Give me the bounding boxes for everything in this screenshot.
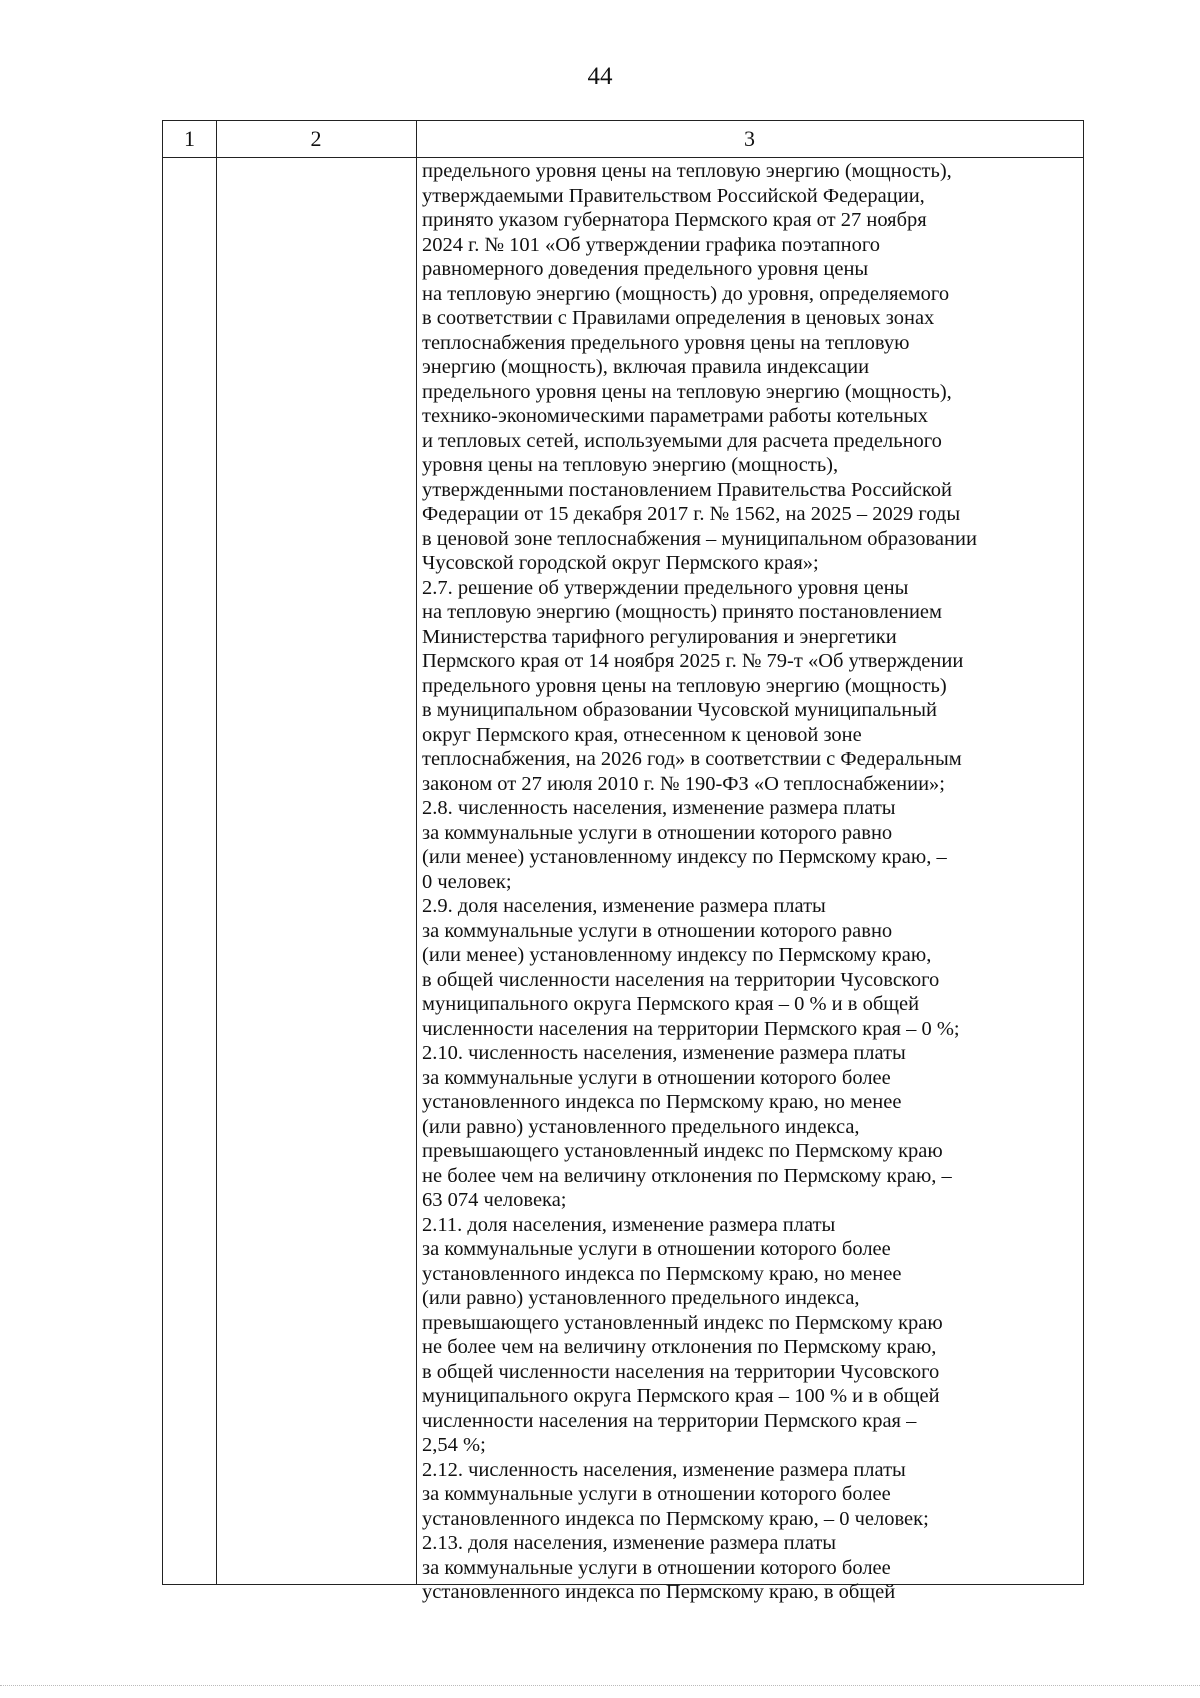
text-line: в муниципальном образовании Чусовской муниципальный — [422, 699, 937, 721]
text-line: 2.11. доля населения, изменение размера платы — [422, 1213, 836, 1236]
text-line: предельного уровня цены на тепловую энергию (мощность), — [422, 380, 952, 403]
text-line: в общей численности населения на территории Чусовского — [422, 968, 940, 991]
text-line: установленного индекса по Пермскому краю, – 0 человек; — [422, 1507, 929, 1530]
text-line: технико-экономическими параметрами работы котельных — [422, 405, 928, 427]
text-line: равномерного доведения предельного уровня цены — [422, 258, 869, 280]
header-divider — [163, 157, 1083, 158]
text-line: 2.12. численность населения, изменение размера платы — [422, 1458, 906, 1481]
text-line: Чусовской городской округ Пермского края»; — [422, 552, 819, 574]
text-line: за коммунальные услуги в отношении которого более — [422, 1556, 891, 1579]
text-line: и тепловых сетей, используемыми для расчета предельного — [422, 429, 942, 452]
text-line: муниципального округа Пермского края – 0 % и в общей — [422, 993, 920, 1015]
text-line: установленного индекса по Пермскому краю, в общей — [422, 1581, 896, 1603]
text-line: за коммунальные услуги в отношении которого равно — [422, 821, 893, 844]
text-line: 63 074 человека; — [422, 1189, 567, 1211]
text-line: утвержденными постановлением Правительства Российской — [422, 478, 952, 501]
text-line: за коммунальные услуги в отношении которого равно — [422, 919, 893, 942]
text-line: превышающего установленный индекс по Пермскому краю — [422, 1140, 943, 1162]
text-line: 0 человек; — [422, 870, 512, 893]
text-line: Министерства тарифного регулирования и энергетики — [422, 625, 897, 648]
text-line: уровня цены на тепловую энергию (мощность), — [422, 454, 839, 476]
text-line: Пермского края от 14 ноября 2025 г. № 79-т «Об утверждении — [422, 650, 964, 672]
text-line: предельного уровня цены на тепловую энергию (мощность), — [422, 160, 952, 182]
text-line: муниципального округа Пермского края – 100 % и в общей — [422, 1385, 940, 1407]
text-line: предельного уровня цены на тепловую энергию (мощность) — [422, 674, 947, 697]
page-number: 44 — [587, 63, 613, 90]
text-line: не более чем на величину отклонения по Пермскому краю, – — [422, 1164, 952, 1187]
text-line: на тепловую энергию (мощность) принято постановлением — [422, 601, 942, 623]
text-line: не более чем на величину отклонения по Пермскому краю, — [422, 1336, 937, 1358]
text-line: (или равно) установленного предельного индекса, — [422, 1115, 860, 1138]
text-line: 2.10. численность населения, изменение размера платы — [422, 1042, 906, 1064]
text-line: теплоснабжения предельного уровня цены на тепловую — [422, 331, 910, 354]
text-line: энергию (мощность), включая правила индексации — [422, 356, 870, 378]
text-line: теплоснабжения, на 2026 год» в соответствии с Федеральным — [422, 748, 962, 770]
text-line: 2024 г. № 101 «Об утверждении графика поэтапного — [422, 233, 881, 256]
text-line: численности населения на территории Пермского края – — [422, 1409, 917, 1432]
text-line: (или менее) установленному индексу по Пермскому краю, – — [422, 846, 947, 868]
text-line: численности населения на территории Пермского края – 0 %; — [422, 1017, 960, 1040]
column-header-1: 1 — [184, 126, 195, 151]
text-line: за коммунальные услуги в отношении которого более — [422, 1483, 891, 1505]
text-line: за коммунальные услуги в отношении которого более — [422, 1238, 891, 1260]
text-line: округ Пермского края, отнесенном к ценовой зоне — [422, 723, 862, 746]
text-line: установленного индекса по Пермскому краю, но менее — [422, 1262, 902, 1285]
text-line: утверждаемыми Правительством Российской Федерации, — [422, 184, 925, 207]
text-line: превышающего установленный индекс по Пермскому краю — [422, 1311, 943, 1334]
text-line: 2.13. доля населения, изменение размера платы — [422, 1532, 837, 1554]
text-line: 2,54 %; — [422, 1434, 486, 1456]
text-line: в ценовой зоне теплоснабжения – муниципальном образовании — [422, 527, 977, 550]
text-line: 2.8. численность населения, изменение размера платы — [422, 797, 896, 819]
column-header-3: 3 — [744, 126, 755, 151]
column-header-2: 2 — [310, 126, 322, 151]
column-divider-1 — [216, 121, 217, 1584]
text-line: (или менее) установленному индексу по Пермскому краю, — [422, 944, 932, 966]
text-line: 2.7. решение об утверждении предельного уровня цены — [422, 576, 909, 599]
text-line: на тепловую энергию (мощность) до уровня, определяемого — [422, 282, 950, 305]
text-line: за коммунальные услуги в отношении которого более — [422, 1066, 891, 1089]
text-line: в соответствии с Правилами определения в ценовых зонах — [422, 307, 935, 329]
text-line: принято указом губернатора Пермского края от 27 ноября — [422, 209, 927, 231]
document-table — [162, 120, 1084, 1603]
text-line: в общей численности населения на территории Чусовского — [422, 1360, 940, 1383]
text-line: (или равно) установленного предельного индекса, — [422, 1287, 860, 1309]
text-line: 2.9. доля населения, изменение размера платы — [422, 895, 826, 917]
text-line: Федерации от 15 декабря 2017 г. № 1562, на 2025 – 2029 годы — [422, 503, 961, 525]
scan-edge-marks — [0, 1685, 1200, 1688]
text-line: законом от 27 июля 2010 г. № 190-ФЗ «О теплоснабжении»; — [422, 772, 946, 795]
text-line: установленного индекса по Пермскому краю, но менее — [422, 1091, 902, 1113]
column-divider-2 — [416, 121, 417, 1584]
column-3-text — [422, 159, 1082, 1605]
